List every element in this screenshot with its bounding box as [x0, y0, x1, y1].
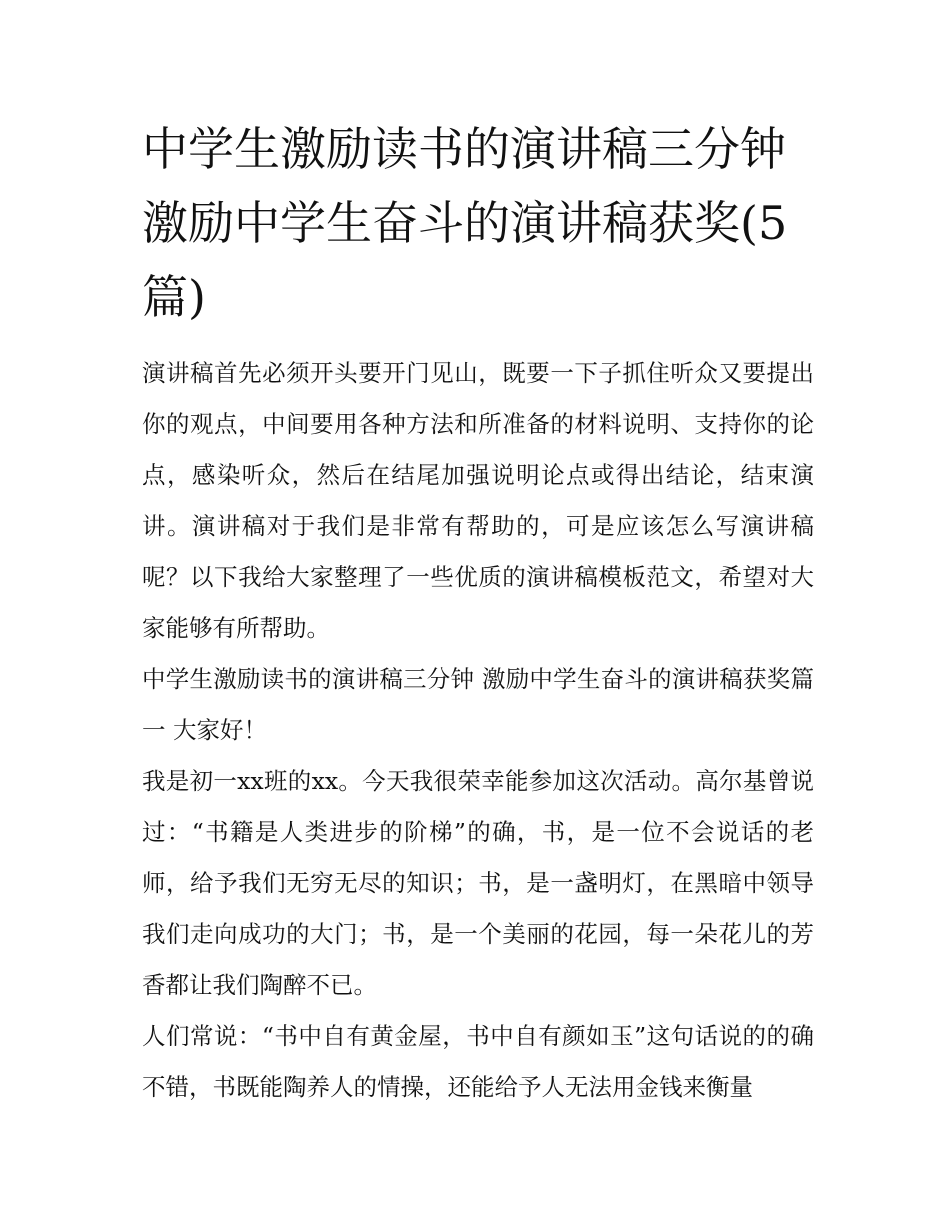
document-body — [142, 348, 814, 1113]
document-title: 中学生激励读书的演讲稿三分钟 激励中学生奋斗的演讲稿获奖(5篇) — [142, 122, 788, 324]
section-heading-paragraph: 中学生激励读书的演讲稿三分钟 激励中学生奋斗的演讲稿获奖篇一 大家好！ — [142, 665, 814, 744]
speech-paragraph-1: 我是初一xx班的xx。今天我很荣幸能参加这次活动。高尔基曾说过：“书籍是人类进步的阶梯”的确，书，是一位不会说话的老师，给予我们无穷无尽的知识；书，是一盏明灯，在黑暗中领导我们走向成功的大门；书，是一个美丽的花园，每一朵花儿的芳香都让我们陶醉不已。 — [142, 767, 814, 999]
document-page — [142, 112, 814, 1113]
speech-paragraph-2: 人们常说：“书中自有黄金屋，书中自有颜如玉”这句话说的的确不错，书既能陶养人的情操，还能给予人无法用金钱来衡量 — [142, 1022, 814, 1101]
intro-paragraph: 演讲稿首先必须开头要开门见山，既要一下子抓住听众又要提出你的观点，中间要用各种方法和所准备的材料说明、支持你的论点，感染听众，然后在结尾加强说明论点或得出结论，结束演讲。演讲稿对于我们是非常有帮助的，可是应该怎么写演讲稿呢？以下我给大家整理了一些优质的演讲稿模板范文，希望对大家能够有所帮助。 — [142, 359, 814, 642]
